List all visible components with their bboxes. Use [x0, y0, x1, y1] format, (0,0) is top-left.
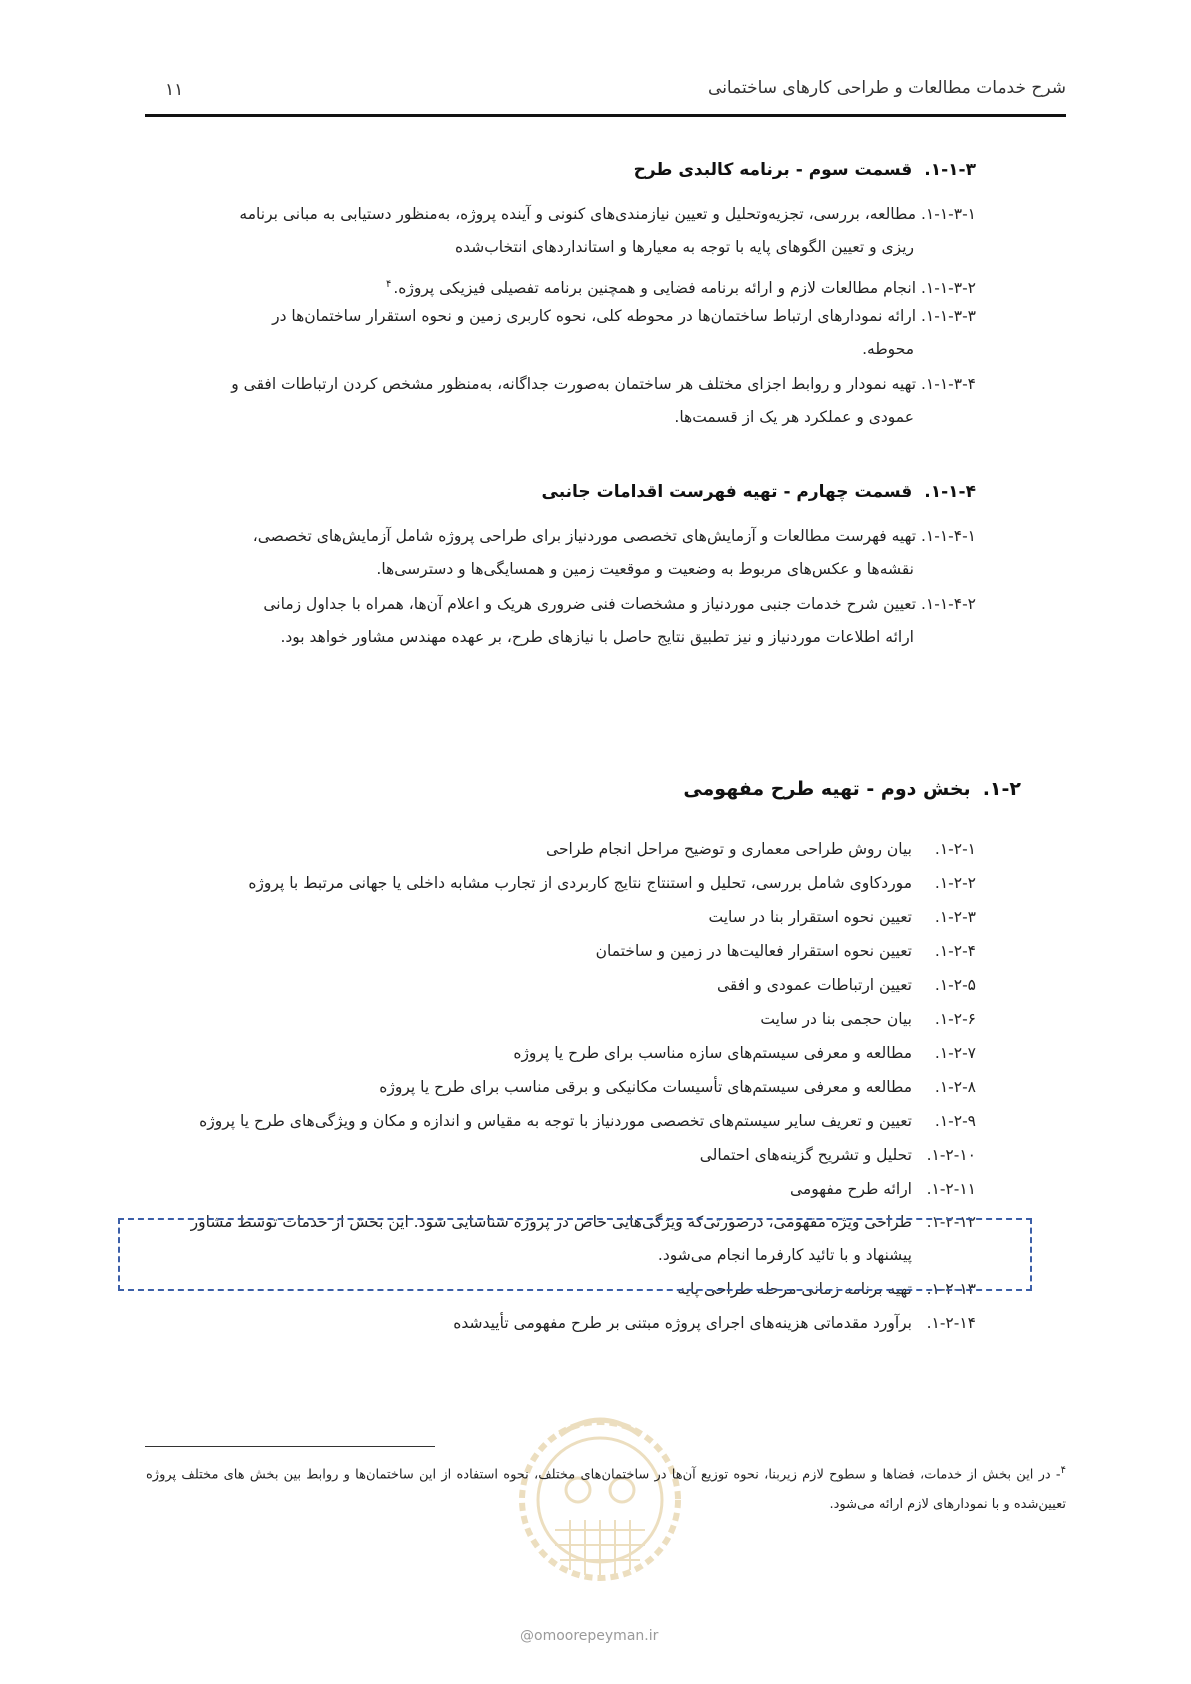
- list-item: ۱-۲-۱۴.برآورد مقدماتی هزینه‌های اجرای پروژه مبتنی بر طرح مفهومی تأییدشده: [453, 1314, 976, 1332]
- footnote-text: - در این بخش از خدمات، فضاها و سطوح لازم زیربنا، نحوه توزیع آن‌ها در ساختمان‌های مختلف، نحوه استفاده از این ساختمان‌ها و روابط بین بخش های مختلف پروژه تعیین‌شده و با نمودارهای لازم ارائه می‌شود.: [146, 1467, 1066, 1513]
- paragraph-line: ۱-۱-۳-۴. تهیه نمودار و روابط اجزای مختلف هر ساختمان به‌صورت جداگانه، به‌منظور مشخص کردن ارتباطات افقی و: [231, 375, 976, 393]
- paragraph-line: ۱-۱-۳-۱. مطالعه، بررسی، تجزیه‌وتحلیل و تعیین نیازمندی‌های کنونی و آینده پروژه، به‌منظور دستیابی به مبانی برنامه: [239, 205, 976, 223]
- paragraph-line: ۱-۱-۳-۳. ارائه نمودارهای ارتباط ساختمان‌ها در محوطه کلی، نحوه کاربری زمین و نحوه استقرار ساختمان‌ها در: [272, 307, 976, 325]
- list-item-continuation: پیشنهاد و با تائید کارفرما انجام می‌شود.: [657, 1246, 912, 1264]
- list-item: ۱-۲-۲.موردکاوی شامل بررسی، تحلیل و استنتاج نتایج کاربردی از تجارب مشابه داخلی یا جهانی مرتبط با پروژه: [248, 874, 976, 892]
- part-number: ۱-۲.: [982, 778, 1021, 800]
- list-item: ۱-۲-۹.تعیین و تعریف سایر سیستم‌های تخصصی موردنیاز با توجه به مقیاس و اندازه و مکان و ویژگی‌های طرح یا پروژه: [199, 1112, 976, 1130]
- list-item: ۱-۲-۱۳.تهیه برنامه زمانی مرحله طراحی پایه: [677, 1280, 976, 1298]
- paragraph-1-1-4-1: [136, 520, 976, 586]
- list-item-highlighted: ۱-۲-۱۲.طراحی ویژه مفهومی، درصورتی‌که ویژگی‌هایی خاص در پروژه شناسایی شود. این بخش از خدمات توسط مشاور پیشنهاد و با تائید کارفرما انجام می‌شود.: [116, 1206, 976, 1272]
- paragraph-1-1-3-3: [136, 300, 976, 366]
- section-heading-1-1-3: [634, 160, 976, 180]
- section-title: قسمت چهارم - تهیه فهرست اقدامات جانبی: [541, 482, 913, 502]
- paragraph-line: ۱-۱-۴-۱. تهیه فهرست مطالعات و آزمایش‌های تخصصی موردنیاز برای طراحی پروژه شامل آزمایش‌های تخصصی،: [252, 527, 976, 545]
- list-item: ۱-۲-۱۰.تحلیل و تشریح گزینه‌های احتمالی: [699, 1146, 976, 1164]
- footnote: [146, 1456, 1066, 1520]
- part-heading-1-2: [683, 778, 1021, 800]
- list-item: ۱-۲-۱۱.ارائه طرح مفهومی: [790, 1180, 976, 1198]
- page-number: ۱۱: [165, 80, 184, 100]
- section-title: قسمت سوم - برنامه کالبدی طرح: [633, 160, 913, 180]
- part-title: بخش دوم - تهیه طرح مفهومی: [683, 778, 971, 800]
- paragraph-1-1-3-4: [136, 368, 976, 434]
- header-rule: [145, 114, 1066, 117]
- paragraph-continuation: محوطه.: [862, 340, 914, 358]
- paragraph-line: ۱-۱-۳-۲. انجام مطالعات لازم و ارائه برنامه فضایی و همچنین برنامه تفصیلی فیزیکی پروژه.: [393, 279, 976, 298]
- footnote-rule: [145, 1446, 435, 1447]
- footnote-reference: ۴: [385, 279, 392, 290]
- running-header-title: شرح خدمات مطالعات و طراحی کارهای ساختمانی: [708, 78, 1066, 98]
- list-item: ۱-۲-۱.بیان روش طراحی معماری و توضیح مراحل انجام طراحی: [546, 840, 976, 858]
- section-number: ۱-۱-۴.: [924, 482, 976, 502]
- footnote-mark: ۴: [1060, 1465, 1066, 1476]
- watermark-text: @omoorepeyman.ir: [520, 1628, 659, 1644]
- section-number: ۱-۱-۳.: [924, 160, 976, 180]
- paragraph-1-1-3-1: [136, 198, 976, 264]
- paragraph-continuation: ارائه اطلاعات موردنیاز و نیز تطبیق نتایج حاصل با نیازهای طرح، بر عهده مهندس مشاور خواهد بود.: [280, 628, 914, 646]
- paragraph-1-1-4-2: [136, 588, 976, 654]
- paragraph-line: ۱-۱-۴-۲. تعیین شرح خدمات جنبی موردنیاز و مشخصات فنی ضروری هریک و اعلام آن‌ها، همراه با جداول زمانی: [263, 595, 976, 613]
- paragraph-continuation: ریزی و تعیین الگوهای پایه با توجه به معیارها و استانداردهای انتخاب‌شده: [454, 238, 914, 256]
- list-item: ۱-۲-۴.تعیین نحوه استقرار فعالیت‌ها در زمین و ساختمان: [595, 942, 976, 960]
- list-item: ۱-۲-۸.مطالعه و معرفی سیستم‌های تأسیسات مکانیکی و برقی مناسب برای طرح یا پروژه: [379, 1078, 976, 1096]
- paragraph-continuation: عمودی و عملکرد هر یک از قسمت‌ها.: [674, 408, 914, 426]
- paragraph-continuation: نقشه‌ها و عکس‌های مربوط به وضعیت و موقعیت زمین و همسایگی‌ها و دسترسی‌ها.: [376, 560, 914, 578]
- section-heading-1-1-4: [542, 482, 976, 502]
- highlight-dashed-box: [118, 1218, 1032, 1291]
- list-item: ۱-۲-۳.تعیین نحوه استقرار بنا در سایت: [708, 908, 976, 926]
- list-item: ۱-۲-۵.تعیین ارتباطات عمودی و افقی: [716, 976, 976, 994]
- list-item: ۱-۲-۷.مطالعه و معرفی سیستم‌های سازه مناسب برای طرح یا پروژه: [513, 1044, 976, 1062]
- list-item: ۱-۲-۶.بیان حجمی بنا در سایت: [760, 1010, 976, 1028]
